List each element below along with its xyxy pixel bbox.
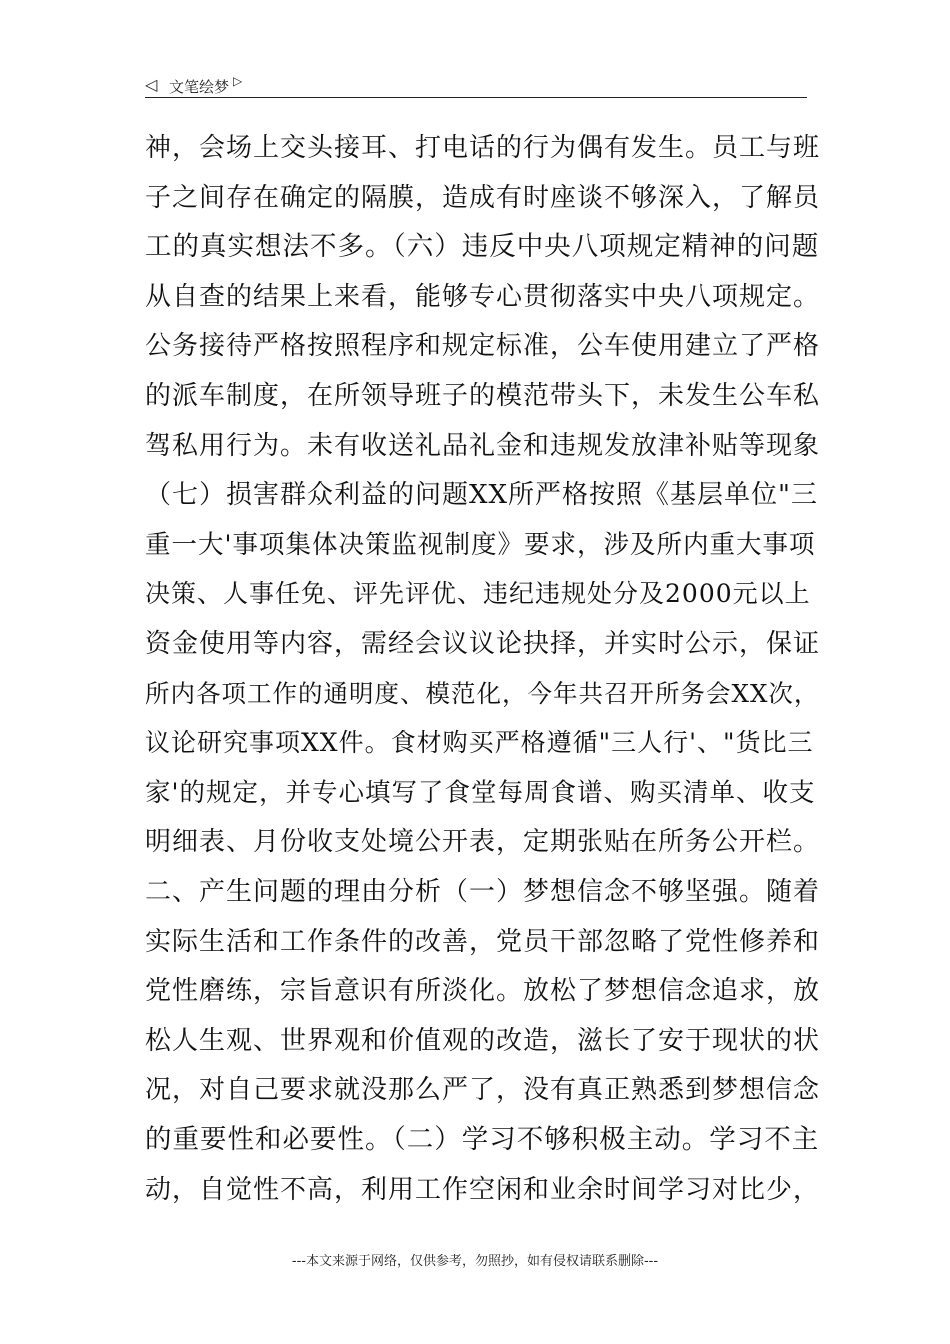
header-rule: [145, 97, 807, 98]
body-line: 资金使用等内容，需经会议议论抉择，并实时公示，保证: [145, 629, 821, 659]
body-line: 驾私用行为。未有收送礼品礼金和违规发放津补贴等现象: [145, 430, 821, 461]
body-line: 决策、人事任免、评先评优、违纪违规处分及2000元以上: [145, 579, 811, 609]
body-line: 公务接待严格按照程序和规定标准，公车使用建立了严格: [145, 331, 821, 362]
right-triangle-icon: ▷: [233, 74, 243, 88]
body-line: 二、产生问题的理由分析（一）梦想信念不够坚强。随着: [145, 877, 821, 907]
page-header: [145, 74, 807, 98]
header-title: 文笔绘梦: [169, 78, 230, 96]
body-line: （七）损害群众利益的问题XX所严格按照《基层单位"三: [145, 480, 818, 511]
body-line: 从自查的结果上来看，能够专心贯彻落实中央八项规定。: [145, 281, 821, 312]
left-triangle-icon: ◁: [145, 75, 158, 94]
body-line: 所内各项工作的通明度、模范化，今年共召开所务会XX次，: [145, 678, 820, 708]
body-line: 议论研究事项XX件。食材购买严格遵循"三人行'、"货比三: [145, 728, 814, 758]
body-line: 明细表、月份收支处境公开表，定期张贴在所务公开栏。: [145, 827, 821, 858]
body-line: 子之间存在确定的隔膜，造成有时座谈不够深入，了解员: [145, 182, 821, 213]
body-line: 动，自觉性不高，利用工作空闲和业余时间学习对比少，: [145, 1174, 821, 1205]
body-line: 重一大'事项集体决策监视制度》要求，涉及所内重大事项: [145, 529, 816, 560]
body-line: 的重要性和必要性。（二）学习不够积极主动。学习不主: [145, 1124, 820, 1155]
body-line: 况，对自己要求就没那么严了，没有真正熟悉到梦想信念: [145, 1075, 821, 1106]
page-footer: ---本文来源于网络，仅供参考，勿照抄，如有侵权请联系删除---: [291, 1254, 659, 1269]
body-line: 实际生活和工作条件的改善，党员干部忽略了党性修养和: [145, 926, 821, 957]
body-line: 工的真实想法不多。（六）违反中央八项规定精神的问题: [145, 231, 820, 263]
body-line: 松人生观、世界观和价值观的改造，滋长了安于现状的状: [145, 1025, 821, 1056]
body-line: 家'的规定，并专心填写了食堂每周食谱、购买清单、收支: [145, 777, 816, 808]
body-line: 神，会场上交头接耳、打电话的行为偶有发生。员工与班: [145, 133, 821, 163]
body-line: 的派车制度，在所领导班子的模范带头下，未发生公车私: [145, 381, 821, 411]
body-line: 党性磨练，宗旨意识有所淡化。放松了梦想信念追求，放: [145, 976, 821, 1007]
